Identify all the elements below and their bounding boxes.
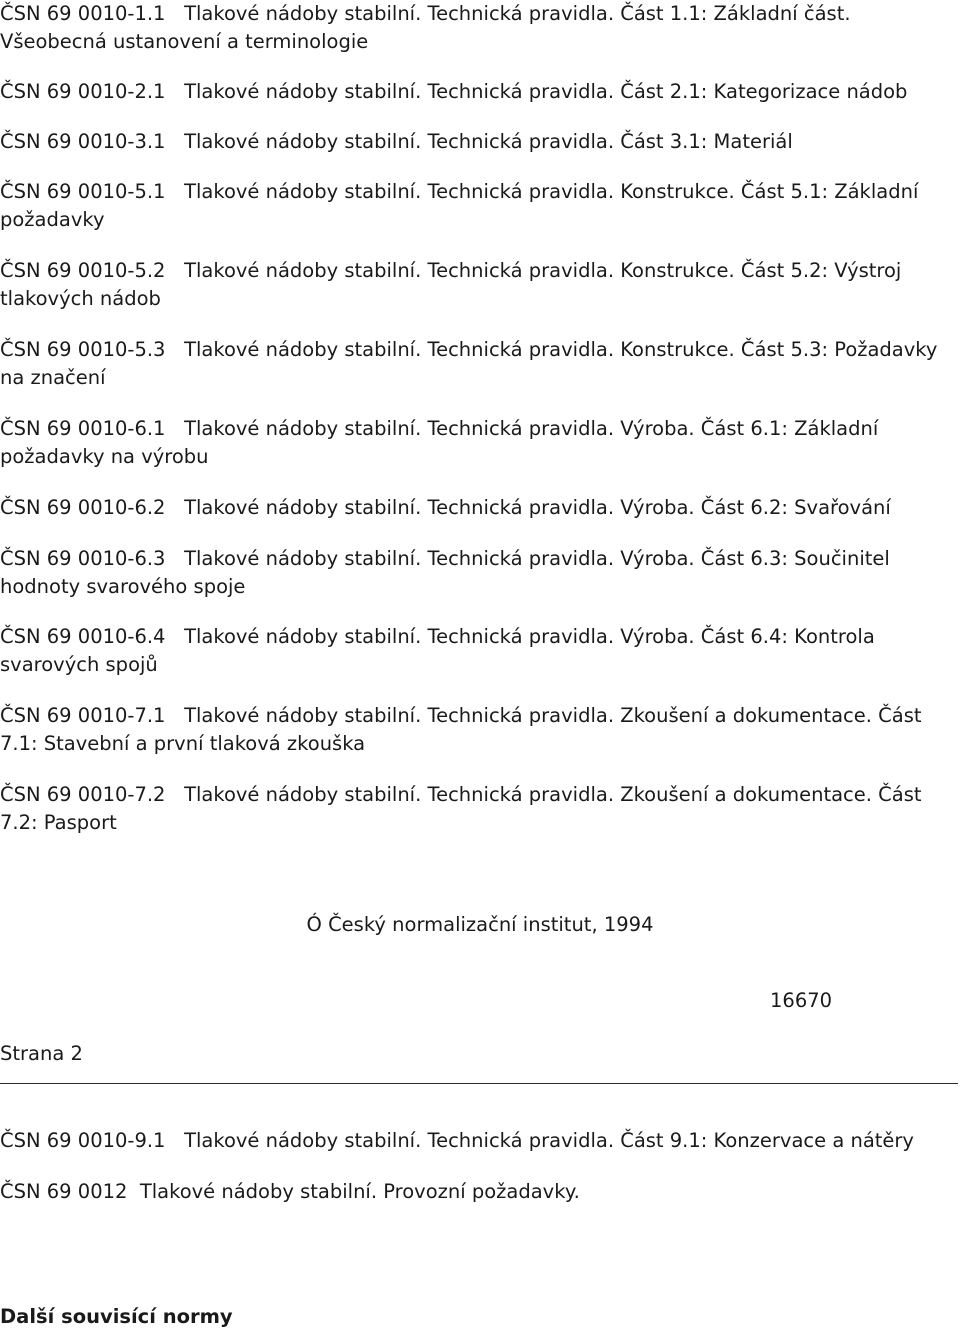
standard-entry bbox=[0, 1127, 958, 1155]
standard-code: ČSN 69 0010-6.4 bbox=[0, 625, 166, 648]
section-heading: Další souvisící normy bbox=[0, 1305, 233, 1328]
standard-title: Tlakové nádoby stabilní. Technická pravidla. Výroba. Část 6.2: Svařování bbox=[184, 496, 891, 519]
standard-title: Tlakové nádoby stabilní. Technická pravidla. Konstrukce. Část 5.2: Výstroj tlakových nádob bbox=[0, 259, 908, 310]
standard-code: ČSN 69 0010-5.3 bbox=[0, 338, 166, 361]
standard-entry bbox=[0, 781, 958, 837]
standard-entry bbox=[0, 415, 958, 471]
standard-title: Tlakové nádoby stabilní. Technická pravidla. Výroba. Část 6.3: Součinitel hodnoty svarového spoje bbox=[0, 547, 897, 598]
standard-title: Tlakové nádoby stabilní. Technická pravidla. Zkoušení a dokumentace. Část 7.1: Stavební a první tlaková zkouška bbox=[0, 704, 928, 755]
standard-code: ČSN 69 0010-1.1 bbox=[0, 2, 166, 25]
standard-code: ČSN 69 0010-6.3 bbox=[0, 547, 166, 570]
standard-title: Tlakové nádoby stabilní. Technická pravidla. Část 1.1: Základní část. Všeobecná ustanovení a terminologie bbox=[0, 2, 857, 53]
standard-title: Tlakové nádoby stabilní. Technická pravidla. Část 9.1: Konzervace a nátěry bbox=[184, 1129, 914, 1152]
standard-entry bbox=[0, 178, 958, 234]
standard-title: Tlakové nádoby stabilní. Technická pravidla. Zkoušení a dokumentace. Část 7.2: Pasport bbox=[0, 783, 928, 834]
standard-entry bbox=[0, 78, 958, 106]
standard-title: Tlakové nádoby stabilní. Technická pravidla. Konstrukce. Část 5.3: Požadavky na značení bbox=[0, 338, 944, 389]
standard-code: ČSN 69 0010-5.1 bbox=[0, 180, 166, 203]
standard-code: ČSN 69 0010-2.1 bbox=[0, 80, 166, 103]
standard-title: Tlakové nádoby stabilní. Provozní požadavky. bbox=[139, 1180, 580, 1203]
standard-entry bbox=[0, 0, 958, 56]
standard-entry bbox=[0, 1178, 958, 1206]
standard-title: Tlakové nádoby stabilní. Technická pravidla. Část 2.1: Kategorizace nádob bbox=[184, 80, 908, 103]
standard-entry bbox=[0, 623, 958, 679]
standard-code: ČSN 69 0010-6.2 bbox=[0, 496, 166, 519]
standard-code: ČSN 69 0010-9.1 bbox=[0, 1129, 166, 1152]
standard-code: ČSN 69 0010-7.1 bbox=[0, 704, 166, 727]
standard-code: ČSN 69 0010-3.1 bbox=[0, 130, 166, 153]
standard-title: Tlakové nádoby stabilní. Technická pravidla. Konstrukce. Část 5.1: Základní požadavky bbox=[0, 180, 925, 231]
standard-entry bbox=[0, 545, 958, 601]
standard-title: Tlakové nádoby stabilní. Technická pravidla. Část 3.1: Materiál bbox=[184, 130, 793, 153]
page-divider bbox=[0, 1083, 958, 1084]
page-number: 16670 bbox=[770, 989, 833, 1012]
standard-title: Tlakové nádoby stabilní. Technická pravidla. Výroba. Část 6.4: Kontrola svarových spojů bbox=[0, 625, 881, 676]
standard-code: ČSN 69 0010-6.1 bbox=[0, 417, 166, 440]
standard-entry bbox=[0, 128, 958, 156]
standard-code: ČSN 69 0010-5.2 bbox=[0, 259, 166, 282]
standard-title: Tlakové nádoby stabilní. Technická pravidla. Výroba. Část 6.1: Základní požadavky na výrobu bbox=[0, 417, 885, 468]
copyright-notice: Ó Český normalizační institut, 1994 bbox=[306, 913, 654, 936]
standard-entry bbox=[0, 257, 958, 313]
standard-entry bbox=[0, 336, 958, 392]
standard-entry bbox=[0, 494, 958, 522]
page-label: Strana 2 bbox=[0, 1042, 83, 1065]
standard-entry bbox=[0, 702, 958, 758]
standard-code: ČSN 69 0012 bbox=[0, 1180, 128, 1203]
standard-code: ČSN 69 0010-7.2 bbox=[0, 783, 166, 806]
